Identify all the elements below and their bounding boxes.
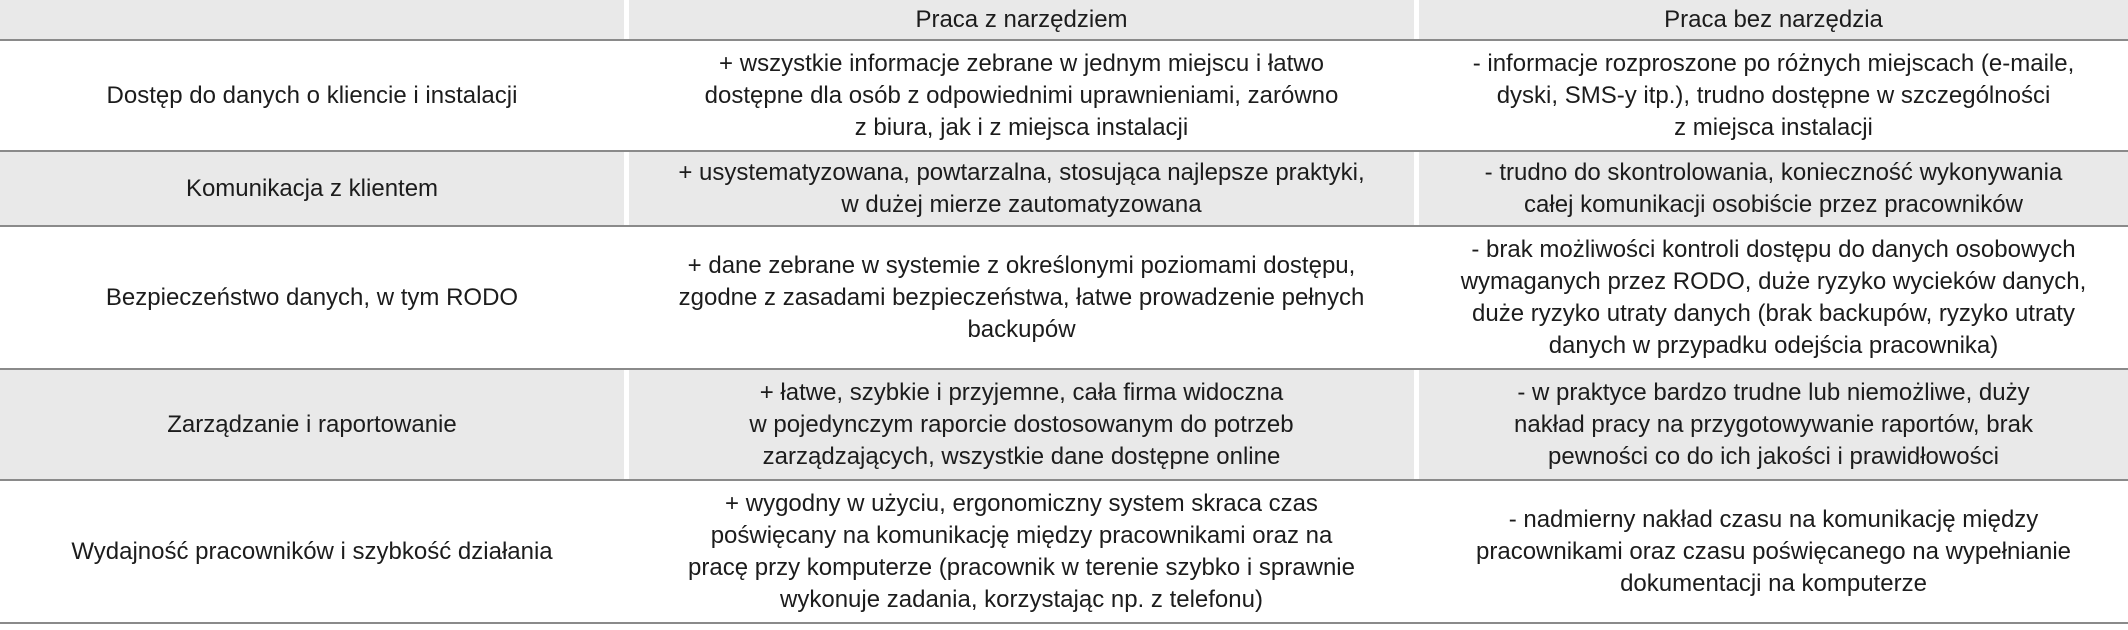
cell-line: z biura, jak i z miejsca instalacji [854, 113, 1189, 141]
row-label: Bezpieczeństwo danych, w tym RODO [105, 283, 519, 311]
with-tool-cell [624, 481, 1414, 622]
cell-line: zgodne z zasadami bezpieczeństwa, łatwe prowadzenie pełnych [678, 283, 1365, 311]
cell-line: wymaganych przez RODO, duże ryzyko wycieków danych, [1460, 267, 2087, 295]
cell-line: wykonuje zadania, korzystając np. z telefonu) [780, 585, 1263, 613]
cell-line: zarządzających, wszystkie dane dostępne online [762, 442, 1281, 470]
header-empty-cell [0, 0, 624, 39]
cell-line: pracownikami oraz czasu poświęcanego na wypełnianie [1476, 537, 2071, 565]
header-without-tool: Praca bez narzędzia [1414, 0, 2128, 39]
cell-line: - brak możliwości kontroli dostępu do danych osobowych [1471, 235, 2076, 263]
cell-line: pewności co do ich jakości i prawidłowości [1548, 442, 1999, 470]
row-label: Zarządzanie i raportowanie [167, 410, 457, 438]
cell-line: w pojedynczym raporcie dostosowanym do potrzeb [749, 410, 1294, 438]
cell-line: dokumentacji na komputerze [1620, 569, 1927, 597]
with-tool-cell [624, 227, 1414, 368]
row-label: Dostęp do danych o kliencie i instalacji [106, 81, 518, 109]
header-row [0, 0, 2128, 41]
cell-line: + wygodny w użyciu, ergonomiczny system skraca czas [725, 489, 1318, 517]
header-with-tool: Praca z narzędziem [624, 0, 1414, 39]
without-tool-cell [1414, 481, 2128, 622]
cell-line: dostępne dla osób z odpowiednimi uprawnieniami, zarówno [704, 81, 1339, 109]
cell-line: całej komunikacji osobiście przez pracowników [1524, 190, 2023, 218]
table-row [0, 370, 2128, 481]
cell-line: + usystematyzowana, powtarzalna, stosująca najlepsze praktyki, [678, 158, 1365, 186]
cell-line: pracę przy komputerze (pracownik w terenie szybko i sprawnie [688, 553, 1355, 581]
table-row [0, 481, 2128, 624]
cell-line: danych w przypadku odejścia pracownika) [1548, 331, 1999, 359]
cell-line: w dużej mierze zautomatyzowana [841, 190, 1202, 218]
row-label: Komunikacja z klientem [185, 174, 439, 202]
cell-line: + dane zebrane w systemie z określonymi poziomami dostępu, [687, 251, 1356, 279]
without-tool-cell [1414, 152, 2128, 225]
with-tool-cell [624, 41, 1414, 150]
cell-line: - trudno do skontrolowania, konieczność wykonywania [1484, 158, 2063, 186]
cell-line: z miejsca instalacji [1674, 113, 1873, 141]
without-tool-cell [1414, 370, 2128, 479]
without-tool-cell [1414, 227, 2128, 368]
cell-line: poświęcany na komunikację między pracownikami oraz na [710, 521, 1333, 549]
cell-line: + łatwe, szybkie i przyjemne, cała firma widoczna [759, 378, 1284, 406]
cell-line: duże ryzyko utraty danych (brak backupów, ryzyko utraty [1472, 299, 2075, 327]
cell-line: nakład pracy na przygotowywanie raportów, brak [1514, 410, 2033, 438]
cell-line: dyski, SMS-y itp.), trudno dostępne w szczególności [1496, 81, 2051, 109]
cell-line: - w praktyce bardzo trudne lub niemożliwe, duży [1517, 378, 2030, 406]
cell-line: - informacje rozproszone po różnych miejscach (e-maile, [1472, 49, 2075, 77]
cell-line: backupów [967, 315, 1076, 343]
table-row [0, 227, 2128, 370]
cell-line: + wszystkie informacje zebrane w jednym miejscu i łatwo [719, 49, 1324, 77]
with-tool-cell [624, 152, 1414, 225]
table-row [0, 41, 2128, 152]
cell-line: - nadmierny nakład czasu na komunikację między [1508, 505, 2039, 533]
row-label: Wydajność pracowników i szybkość działania [71, 537, 553, 565]
with-tool-cell [624, 370, 1414, 479]
without-tool-cell [1414, 41, 2128, 150]
table-row [0, 152, 2128, 227]
